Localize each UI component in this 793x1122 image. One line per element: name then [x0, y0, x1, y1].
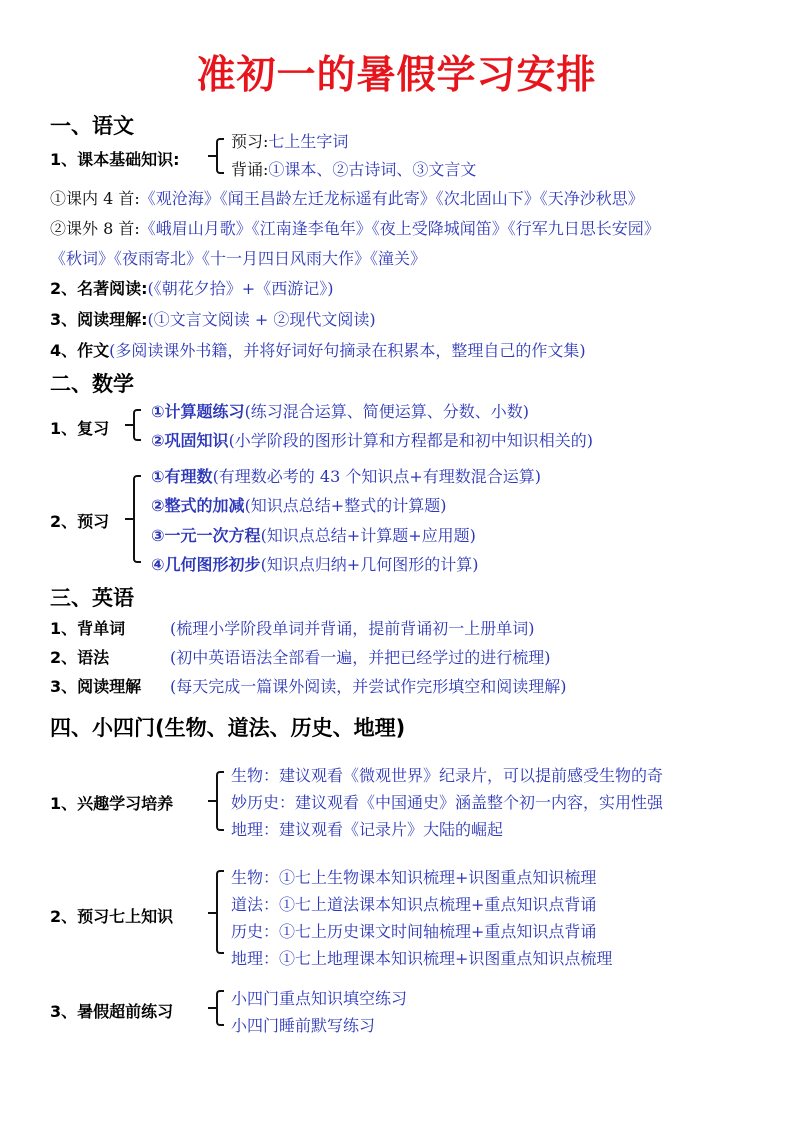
chinese-recite-row [231, 157, 476, 180]
brace-minor-preview [216, 870, 224, 954]
math-preview-item: ②整式的加减(知识点总结+整式的计算题) [151, 496, 447, 515]
chinese-writing-row [50, 338, 586, 361]
brace-minor-interest [216, 771, 224, 831]
preview-label: 预习: [231, 132, 269, 151]
recite-value: ①课本、②古诗词、③文言文 [268, 160, 477, 179]
english-item-desc: (梳理小学阶段单词并背诵，提前背诵初一上册单词) [170, 619, 535, 638]
minor-preview-label: 2、预习七上知识 [50, 907, 174, 926]
recite-label: 背诵: [231, 160, 269, 179]
minor-preview-item: 历史：①七上历史课文时间轴梳理+重点知识点背诵 [231, 922, 597, 941]
brace-math-preview [133, 475, 141, 563]
chinese-preview-row [231, 129, 348, 152]
math-review-item: ②巩固知识(小学阶段的图形计算和方程都是和初中知识相关的) [151, 431, 594, 450]
brace-chinese-basics [216, 138, 224, 174]
math-preview-item: ③一元一次方程(知识点总结+计算题+应用题) [151, 526, 476, 545]
minor-interest-item: 地理：建议观看《记录片》大陆的崛起 [231, 820, 504, 839]
writing-label: 4、作文 [50, 341, 110, 360]
reading-value: (①文言文阅读 + ②现代文阅读) [147, 310, 376, 329]
section-heading-chinese: 一、语文 [50, 114, 134, 138]
chinese-outer-poems [50, 216, 660, 239]
english-item-desc: (初中英语语法全部看一遍，并把已经学过的进行梳理) [170, 648, 551, 667]
minor-interest-item: 生物：建议观看《微观世界》纪录片，可以提前感受生物的奇 [231, 766, 664, 785]
writing-value: (多阅读课外书籍，并将好词好句摘录在积累本，整理自己的作文集) [109, 341, 586, 360]
section-heading-minor: 四、小四门(生物、道法、历史、地理) [50, 716, 406, 740]
math-preview-item: ①有理数(有理数必考的 43 个知识点+有理数混合运算) [151, 467, 541, 486]
minor-practice-item: 小四门睡前默写练习 [231, 1016, 376, 1035]
chinese-inner-poems [50, 186, 644, 209]
inner-poems: 《观沧海》《闻王昌龄左迁龙标遥有此寄》《次北固山下》《天净沙秋思》 [139, 189, 644, 208]
math-preview-label: 2、预习 [50, 512, 110, 531]
minor-preview-item: 生物：①七上生物课本知识梳理+识图重点知识梳理 [231, 868, 597, 887]
minor-interest-item: 妙历史：建议观看《中国通史》涵盖整个初一内容，实用性强 [231, 793, 664, 812]
math-review-item: ①计算题练习(练习混合运算、简便运算、分数、小数) [151, 402, 530, 421]
english-item-label: 3、阅读理解 [50, 677, 142, 696]
classics-value: (《朝花夕拾》+《西游记》) [147, 279, 334, 298]
brace-math-review [133, 409, 141, 441]
section-heading-math: 二、数学 [50, 372, 134, 396]
page-title: 准初一的暑假学习安排 [196, 53, 597, 98]
minor-preview-item: 道法：①七上道法课本知识点梳理+重点知识点背诵 [231, 895, 597, 914]
outer-poems-2: 《秋词》《夜雨寄北》《十一月四日风雨大作》《潼关》 [50, 249, 427, 268]
brace-minor-practice [216, 990, 224, 1026]
english-item-desc: (每天完成一篇课外阅读，并尝试作完形填空和阅读理解) [170, 677, 567, 696]
inner-label: ①课内 4 首: [50, 189, 140, 208]
english-item-label: 2、语法 [50, 648, 110, 667]
minor-practice-label: 3、暑假超前练习 [50, 1002, 174, 1021]
minor-preview-item: 地理：①七上地理课本知识梳理+识图重点知识点梳理 [231, 949, 613, 968]
minor-interest-label: 1、兴趣学习培养 [50, 794, 174, 813]
math-review-label: 1、复习 [50, 419, 110, 438]
reading-label: 3、阅读理解: [50, 310, 148, 329]
math-preview-item: ④几何图形初步(知识点归纳+几何图形的计算) [151, 555, 479, 574]
section-heading-english: 三、英语 [50, 586, 134, 610]
classics-label: 2、名著阅读: [50, 279, 148, 298]
minor-practice-item: 小四门重点知识填空练习 [231, 989, 408, 1008]
preview-value: 七上生字词 [268, 132, 349, 151]
outer-label: ②课外 8 首: [50, 219, 140, 238]
chinese-classics-row [50, 276, 333, 299]
outer-poems-1: 《峨眉山月歌》《江南逢李龟年》《夜上受降城闻笛》《行军九日思长安园》 [139, 219, 660, 238]
chinese-reading-row [50, 307, 376, 330]
chinese-basics-label: 1、课本基础知识: [50, 150, 180, 169]
english-item-label: 1、背单词 [50, 619, 126, 638]
